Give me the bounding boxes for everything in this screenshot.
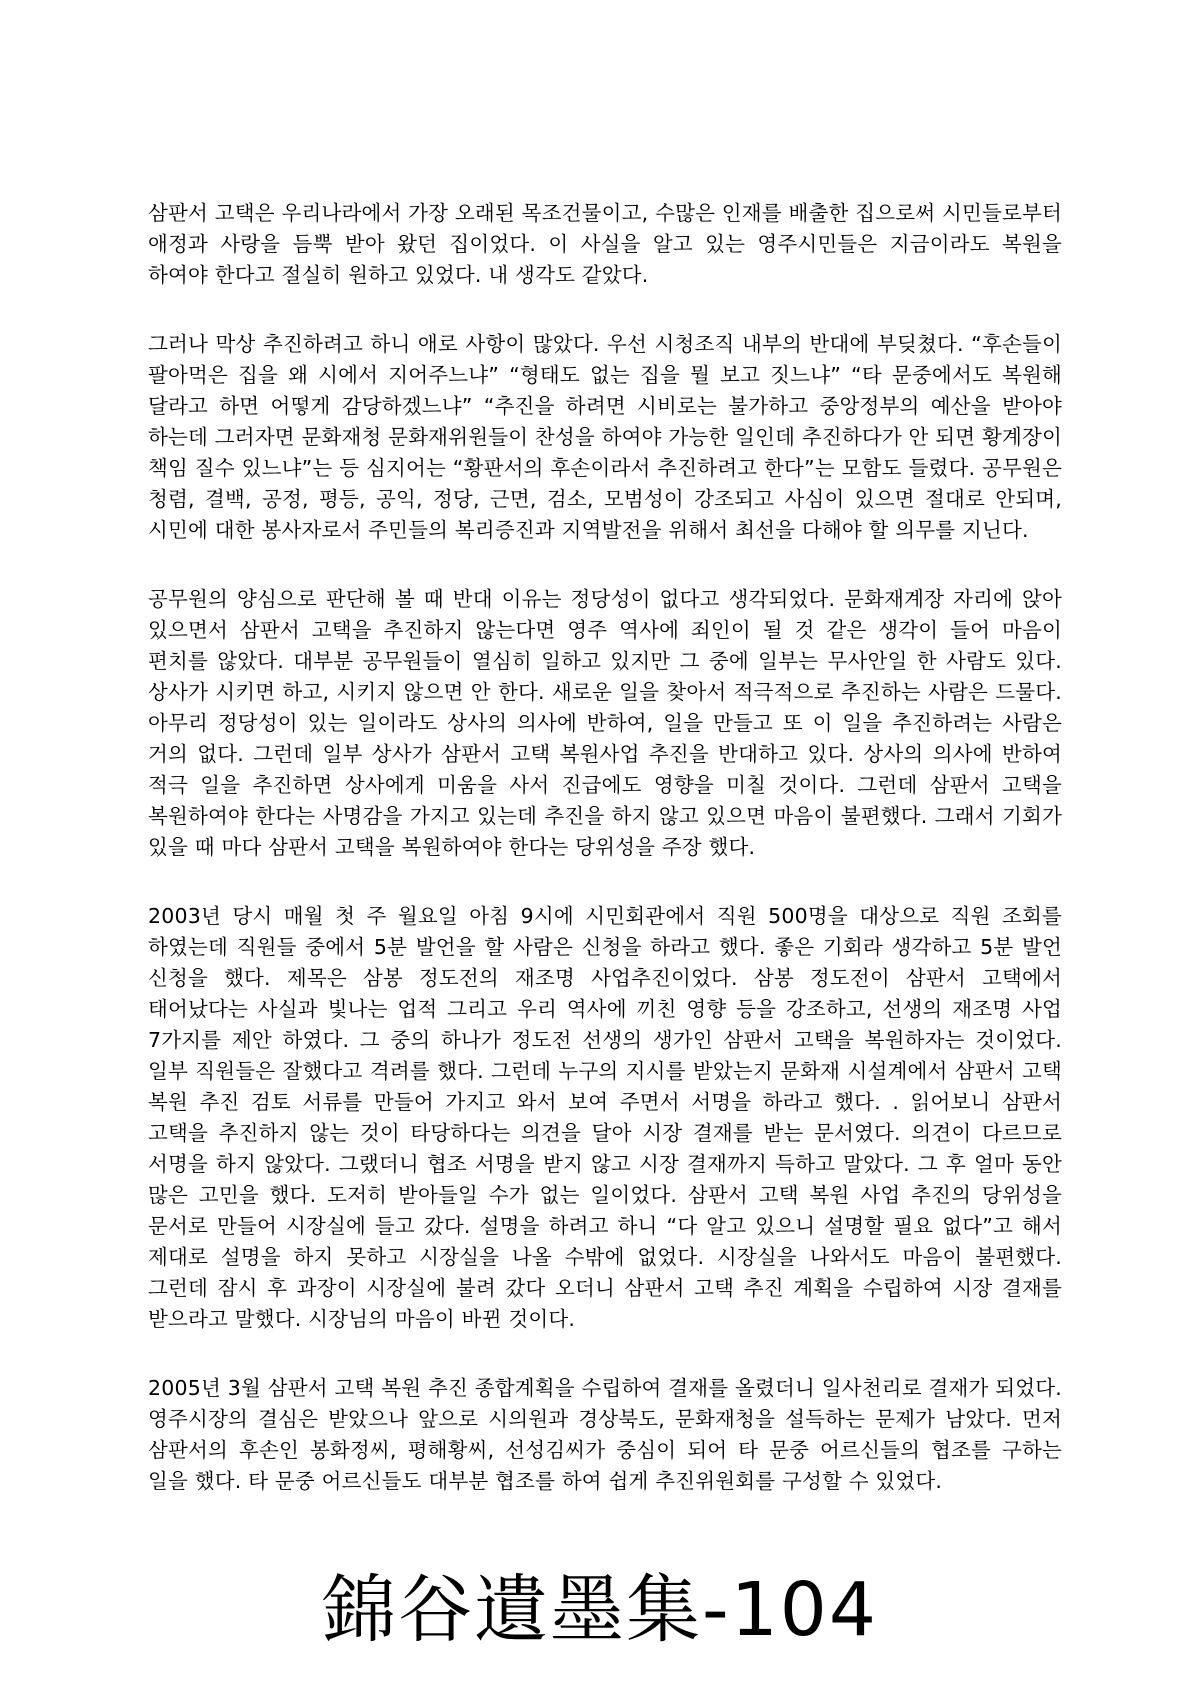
paragraph-3: 공무원의 양심으로 판단해 볼 때 반대 이유는 정당성이 없다고 생각되었다. 문화재계장 자리에 앉아 있으면서 삼판서 고택을 추진하지 않는다면 영주 역사에 죄인이 될 것 같은 생각이 들어 마음이 편치를 않았다. 대부분 공무원들이 열심히 일하고 있지만 그 중에 일부는 무사안일 한 사람도 있다. 상사가 시키면 하고, 시키지 않으면 안 한다. 새로운 일을 찾아서 적극적으로 추진하는 사람은 드물다. 아무리 정당성이 있는 일이라도 상사의 의사에 반하여, 일을 만들고 또 이 일을 추진하려는 사람은 거의 없다. 그런데 일부 상사가 삼판서 고택 복원사업 추진을 반대하고 있다. 상사의 의사에 반하여 적극 일을 추진하면 상사에게 미움을 사서 진급에도 영향을 미칠 것이다. 그런데 삼판서 고택을 복원하여야 한다는 사명감을 가지고 있는데 추진을 하지 않고 있으면 마음이 불편했다. 그래서 기회가 있을 때 마다 삼판서 고택을 복원하여야 한다는 당위성을 주장 했다. bbox=[148, 587, 1062, 859]
paragraph-5: 2005년 3월 삼판서 고택 복원 추진 종합계획을 수립하여 결재를 올렸더니 일사천리로 결재가 되었다. 영주시장의 결심은 받았으나 앞으로 시의원과 경상북도, 문화재청을 설득하는 문제가 남았다. 먼저 삼판서의 후손인 봉화정씨, 평해황씨, 선성김씨가 중심이 되어 타 문중 어르신들의 협조를 구하는 일을 했다. 타 문중 어르신들도 대부분 협조를 하여 쉽게 추진위원회를 구성할 수 있었다. bbox=[148, 1376, 1062, 1493]
paragraph-2: 그러나 막상 추진하려고 하니 애로 사항이 많았다. 우선 시청조직 내부의 반대에 부딪쳤다. “후손들이 팔아먹은 집을 왜 시에서 지어주느냐” “형태도 없는 집을 뭘 보고 짓느냐” “타 문중에서도 복원해 달라고 하면 어떻게 감당하겠느냐” “추진을 하려면 시비로는 불가하고 중앙정부의 예산을 받아야 하는데 그러자면 문화재청 문화재위원들이 찬성을 하여야 가능한 일인데 추진하다가 안 되면 황계장이 책임 질수 있느냐”는 등 심지어는 “황판서의 후손이라서 추진하려고 한다”는 모함도 들렸다. 공무원은 청렴, 결백, 공정, 평등, 공익, 정당, 근면, 검소, 모범성이 강조되고 사심이 있으면 절대로 안되며, 시민에 대한 봉사자로서 주민들의 복리증진과 지역발전을 위해서 최선을 다해야 할 의무를 지닌다. bbox=[148, 332, 1063, 542]
page-footer-title: 錦谷遺墨集-104 bbox=[322, 1567, 878, 1653]
paragraph-1: 삼판서 고택은 우리나라에서 가장 오래된 목조건물이고, 수많은 인재를 배출한 집으로써 시민들로부터 애정과 사랑을 듬뿍 받아 왔던 집이었다. 이 사실을 알고 있는 영주시민들은 지금이라도 복원을 하여야 한다고 절실히 원하고 있었다. 내 생각도 같았다. bbox=[148, 201, 1063, 287]
paragraph-4: 2003년 당시 매월 첫 주 월요일 아침 9시에 시민회관에서 직원 500명을 대상으로 직원 조회를 하였는데 직원들 중에서 5분 발언을 할 사람은 신청을 하라고 했다. 좋은 기회라 생각하고 5분 발언 신청을 했다. 제목은 삼봉 정도전의 재조명 사업추진이었다. 삼봉 정도전이 삼판서 고택에서 태어났다는 사실과 빛나는 업적 그리고 우리 역사에 끼친 영향 등을 강조하고, 선생의 재조명 사업 7가지를 제안 하였다. 그 중의 하나가 정도전 선생의 생가인 삼판서 고택을 복원하자는 것이었다. 일부 직원들은 잘했다고 격려를 했다. 그런데 누구의 지시를 받았는지 문화재 시설계에서 삼판서 고택 복원 추진 검토 서류를 만들어 가지고 와서 보여 주면서 서명을 하라고 했다. . 읽어보니 삼판서 고택을 추진하지 않는 것이 타당하다는 의견을 달아 시장 결재를 받는 문서였다. 의견이 다르므로 서명을 하지 않았다. 그랬더니 협조 서명을 받지 않고 시장 결재까지 득하고 말았다. 그 후 얼마 동안 많은 고민을 했다. 도저히 받아들일 수가 없는 일이었다. 삼판서 고택 복원 사업 추진의 당위성을 문서로 만들어 시장실에 들고 갔다. 설명을 하려고 하니 “다 알고 있으니 설명할 필요 없다”고 해서 제대로 설명을 하지 못하고 시장실을 나올 수밖에 없었다. 시장실을 나와서도 마음이 불편했다. 그런데 잠시 후 과장이 시장실에 불려 갔다 오더니 삼판서 고택 추진 계획을 수립하여 시장 결재를 받으라고 말했다. 시장님의 마음이 바뀐 것이다. bbox=[148, 904, 1062, 1331]
document-body bbox=[148, 198, 1062, 1535]
